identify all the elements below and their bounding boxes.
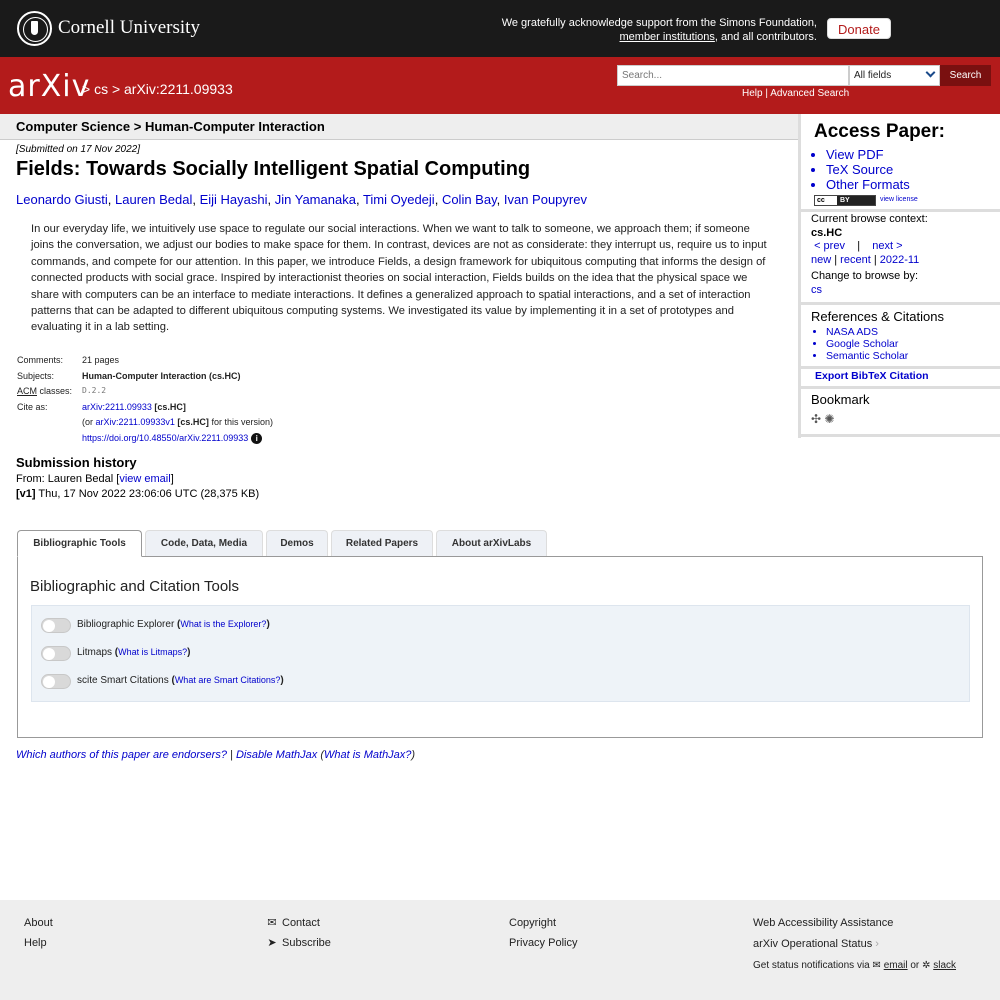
tex-source-link[interactable]: TeX Source [826, 162, 894, 177]
acm-value: D.2.2 [82, 386, 107, 395]
search-button[interactable]: Search [940, 65, 991, 86]
from-close: ] [170, 473, 174, 485]
tool-label: scite Smart Citations [77, 675, 169, 686]
cite-category: [cs.HC] [154, 401, 186, 412]
breadcrumb[interactable]: > cs > arXiv:2211.09933 [82, 81, 233, 97]
acm-label: classes: [37, 386, 73, 396]
separator: | [873, 253, 877, 266]
access-paper-heading: Access Paper: [814, 121, 945, 142]
separator: | [226, 749, 236, 761]
paren: ) [187, 647, 191, 658]
accessibility-link[interactable]: Web Accessibility Assistance [753, 917, 894, 929]
paper-plane-icon: ➤ [267, 937, 277, 949]
litmaps-toggle[interactable] [41, 646, 71, 661]
author-list: Leonardo Giusti, Lauren Bedal, Eiji Hayashi, Jin Yamanaka, Timi Oyedeji, Colin Bay, Ivan Poupyrev [16, 192, 587, 207]
comments-label: Comments: [17, 355, 64, 365]
endorsers-link[interactable]: Which authors of this paper are endorsers? [16, 749, 227, 761]
google-scholar-link[interactable]: Google Scholar [826, 337, 899, 350]
cite-id-link[interactable]: arXiv:2211.09933 [82, 401, 152, 412]
version-tail: for this version) [208, 417, 273, 427]
chevron-right-icon: › [875, 938, 879, 950]
tools-box [31, 605, 970, 702]
prev-link[interactable]: < prev [814, 240, 845, 252]
tool-help-link[interactable]: What is Litmaps? [118, 647, 188, 657]
context-value: cs.HC [811, 226, 843, 239]
version-info: Thu, 17 Nov 2022 23:06:06 UTC (28,375 KB) [35, 488, 260, 500]
view-license-link[interactable]: view license [880, 196, 918, 203]
month-link[interactable]: 2022-11 [879, 253, 920, 266]
recent-link[interactable]: recent [840, 253, 871, 266]
browse-cs-link[interactable]: cs [811, 283, 822, 296]
tool-help-link[interactable]: What are Smart Citations? [174, 675, 281, 685]
advanced-search-link[interactable]: Advanced Search [770, 88, 850, 99]
search-input[interactable]: Search... [617, 65, 849, 86]
slack-icon: ✲ [922, 960, 931, 971]
cc-license-badge[interactable] [814, 195, 876, 206]
divider [801, 209, 1000, 212]
next-link[interactable]: next > [872, 240, 903, 252]
divider [801, 386, 1000, 389]
separator: | [834, 253, 838, 266]
tab-demos[interactable]: Demos [266, 530, 328, 556]
top-bar [0, 0, 1000, 57]
footer [0, 900, 1000, 1000]
export-bibtex-link[interactable]: Export BibTeX Citation [815, 370, 929, 382]
tool-label: Bibliographic Explorer [77, 619, 175, 630]
references-list [826, 327, 908, 362]
cornell-seal-icon[interactable] [17, 11, 52, 46]
arxiv-logo[interactable]: arXiv [8, 69, 91, 104]
submission-from [16, 473, 174, 485]
help-link[interactable]: Help [24, 937, 47, 949]
cornell-university-link[interactable]: Cornell University [58, 17, 200, 38]
divider [801, 302, 1000, 305]
support-line-2: , and all contributors. [714, 31, 817, 43]
submission-history-heading: Submission history [16, 455, 137, 470]
version-entry [16, 488, 259, 500]
about-link[interactable]: About [24, 917, 53, 929]
member-institutions-link[interactable]: member institutions [619, 31, 715, 43]
change-browse-label: Change to browse by: [811, 270, 919, 282]
endorse-line [16, 749, 415, 761]
bookmark-icons[interactable]: ✣ ✺ [811, 412, 835, 426]
subject-title: Computer Science > Human-Computer Interaction [16, 119, 325, 134]
notifications-text: Get status notifications via [753, 960, 870, 971]
divider [801, 366, 1000, 369]
from-text: From: Lauren Bedal [ [16, 473, 120, 485]
scite-toggle[interactable] [41, 674, 71, 689]
chevron-down-icon [926, 68, 936, 78]
author-link[interactable]: Colin Bay [441, 192, 497, 207]
support-line-1: We gratefully acknowledge support from the Simons Foundation, [501, 17, 817, 29]
other-formats-link[interactable]: Other Formats [826, 177, 910, 192]
separator: | [857, 240, 861, 252]
doi-link[interactable]: https://doi.org/10.48550/arXiv.2211.09933 [82, 432, 249, 443]
context-label: Current browse context: [811, 213, 928, 225]
paren: ) [411, 749, 416, 761]
subject-header [0, 114, 799, 140]
comments-value: 21 pages [82, 355, 120, 365]
view-email-link[interactable]: view email [119, 473, 171, 485]
tab-code-data-media[interactable]: Code, Data, Media [145, 530, 263, 556]
author-link[interactable]: Leonardo Giusti [16, 192, 108, 207]
author-link[interactable]: Eiji Hayashi [199, 192, 268, 207]
what-is-mathjax-link[interactable]: What is MathJax? [324, 749, 412, 761]
help-link[interactable]: Help [742, 88, 763, 99]
view-pdf-link[interactable]: View PDF [826, 147, 884, 162]
panel-heading: Bibliographic and Citation Tools [30, 578, 240, 595]
disable-mathjax-link[interactable]: Disable MathJax [235, 749, 318, 761]
acm-abbr: ACM [17, 386, 37, 396]
version-category: [cs.HC] [177, 417, 209, 427]
access-links [826, 147, 910, 192]
abstract: In our everyday life, we intuitively use space to regulate our social interactions. When we want to talk to someone, we approach them; if someone joins the conversation, we adjust our bodies to make space for them. In contrast, devices are not as considerate: they interrupt us, require us to input commands, and compete for our attention. In this paper, we introduce Fields, a design framework for ubiquitous computing that informs the design of connected products with social grace. Inspired by interactionist theories on social interaction, Fields builds on the idea that the physical space we share with computers can be an interface to mediate interactions. It defines a generalized approach to spatial interactions, and a set of interaction patterns that can be adapted to different ubiquitous computing systems. We investigated its value by implementing it in a set of prototypes and evaluating it in a lab setting. [31, 223, 767, 334]
cite-label: Cite as: [17, 401, 48, 412]
email-link[interactable]: email [883, 960, 908, 971]
header [0, 57, 1000, 114]
envelope-icon: ✉ [267, 917, 277, 929]
version-link[interactable]: arXiv:2211.09933v1 [95, 417, 175, 427]
semantic-scholar-link[interactable]: Semantic Scholar [826, 349, 909, 362]
nasa-ads-link[interactable]: NASA ADS [826, 326, 878, 338]
cc-text: cc [817, 197, 825, 204]
tool-label: Litmaps [77, 647, 113, 658]
new-link[interactable]: new [811, 253, 832, 266]
tab-related-papers[interactable]: Related Papers [331, 530, 433, 556]
author-link[interactable]: Timi Oyedeji [362, 192, 435, 207]
submitted-date: [Submitted on 17 Nov 2022] [16, 144, 140, 155]
or-text: (or [82, 417, 96, 427]
slack-link[interactable]: slack [933, 960, 957, 971]
or-text: or [910, 960, 920, 971]
tab-bibliographic-tools[interactable]: Bibliographic Tools [17, 530, 142, 557]
tab-about-arxivlabs[interactable]: About arXivLabs [436, 530, 547, 556]
field-select-value: All fields [854, 70, 892, 81]
bookmark-heading: Bookmark [811, 392, 870, 407]
paren: ) [280, 675, 284, 686]
page-title: Fields: Towards Socially Intelligent Spatial Computing [16, 158, 531, 180]
paren: ( [168, 675, 175, 686]
paren: ( [317, 749, 324, 761]
browse-context [811, 213, 928, 297]
donate-button[interactable]: Donate [827, 18, 891, 39]
version-tag: [v1] [16, 488, 36, 500]
copyright-link[interactable]: Copyright [509, 917, 557, 929]
subscribe-link[interactable]: Subscribe [282, 937, 331, 949]
help-links [742, 88, 849, 99]
author-link[interactable]: Lauren Bedal [115, 192, 193, 207]
cc-by-text: BY [837, 196, 875, 205]
explorer-toggle[interactable] [41, 618, 71, 633]
subjects-label: Subjects: [17, 370, 55, 381]
search-field-select[interactable] [849, 65, 940, 86]
references-heading: References & Citations [811, 309, 944, 324]
tab-panel [17, 556, 983, 738]
support-acknowledgement [502, 16, 817, 44]
paren: ) [266, 619, 270, 630]
paren: ( [174, 619, 181, 630]
envelope-icon: ✉ [872, 960, 881, 971]
privacy-policy-link[interactable]: Privacy Policy [509, 937, 578, 949]
paren: ( [112, 647, 119, 658]
info-icon[interactable]: i [251, 433, 262, 444]
help-separator: | [765, 88, 768, 99]
subjects-value: Human-Computer Interaction (cs.HC) [82, 370, 241, 381]
author-link[interactable]: Jin Yamanaka [274, 192, 356, 207]
operational-status-link[interactable]: arXiv Operational Status [753, 938, 873, 950]
contact-link[interactable]: Contact [282, 917, 320, 929]
tool-help-link[interactable]: What is the Explorer? [180, 619, 267, 629]
author-link[interactable]: Ivan Poupyrev [503, 192, 587, 207]
divider [801, 434, 1000, 437]
